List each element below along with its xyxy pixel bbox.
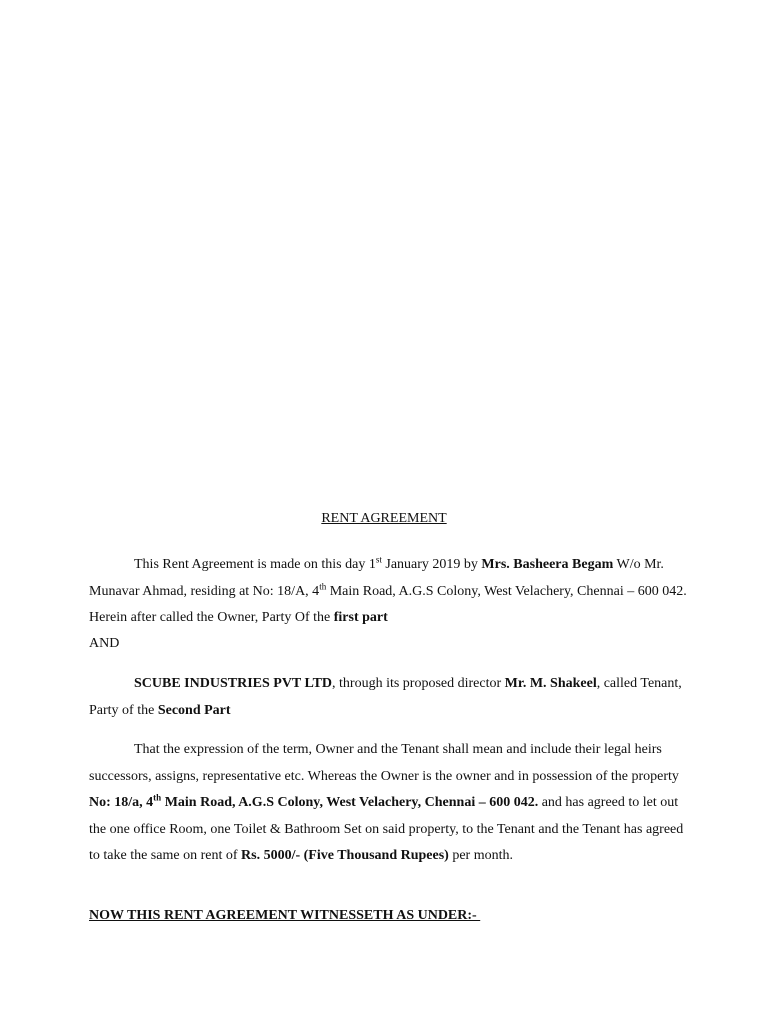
text: W/o Mr. Munavar Ahmad, residing at No: 18/A, 4: [89, 557, 664, 599]
paragraph-terms: [89, 737, 689, 870]
document-title: RENT AGREEMENT: [321, 511, 447, 526]
superscript: st: [375, 554, 382, 565]
text: January 2019 by: [381, 557, 482, 572]
director-name: Mr. M. Shakeel: [504, 676, 597, 691]
party-label: first part: [333, 610, 388, 625]
and-label: AND: [89, 636, 120, 651]
text: , called Tenant, Party of the: [89, 676, 682, 718]
address-part: Main Road, A.G.S Colony, West Velachery, Chennai – 600 042.: [161, 795, 539, 810]
text: This Rent Agreement is made on this day 1: [134, 557, 376, 572]
superscript: th: [153, 792, 162, 803]
text: , through its proposed director: [332, 676, 505, 691]
text: Main Road, A.G.S Colony, West Velachery, Chennai – 600 042. Herein after called the Owner, Party Of the: [89, 583, 687, 625]
paragraph-owner: [89, 552, 689, 632]
section-heading: NOW THIS RENT AGREEMENT WITNESSETH AS UNDER:-: [89, 908, 481, 923]
text: per month.: [448, 848, 513, 863]
company-name: SCUBE INDUSTRIES PVT LTD: [134, 676, 333, 691]
owner-name: Mrs. Basheera Begam: [481, 557, 614, 572]
address-part: No: 18/a, 4: [89, 795, 154, 810]
property-address: [89, 792, 539, 810]
superscript: th: [319, 580, 327, 591]
paragraph-tenant: [89, 671, 689, 724]
rent-amount: Rs. 5000/- (Five Thousand Rupees): [241, 848, 449, 863]
text: and has agreed to let out the one office Room, one Toilet & Bathroom Set on said property, to the Tenant and the Tenant has agreed to take the same on rent of: [89, 795, 684, 863]
text: That the expression of the term, Owner and the Tenant shall mean and include their legal heirs successors, assigns, representative etc. Whereas the Owner is the owner and in possession of the property: [89, 742, 679, 784]
party-label: Second Part: [157, 702, 231, 718]
